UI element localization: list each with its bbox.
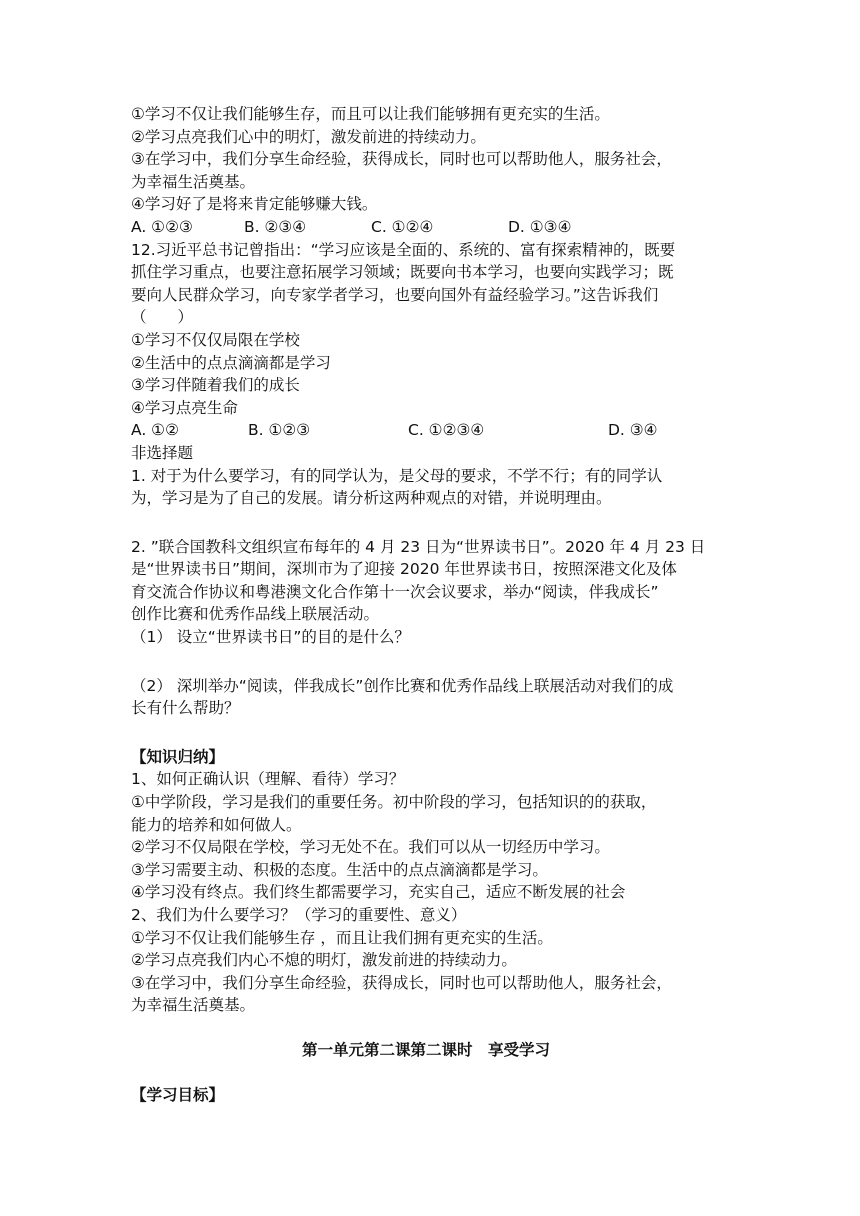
answer-space: [131, 510, 731, 536]
knowledge-s2-item-1: ①学习不仅让我们能够生存 ，而且让我们拥有更充实的生活。: [131, 928, 553, 947]
lesson-title: 第一单元第二课第二课时 享受学习: [301, 1040, 550, 1059]
q12-option-d: D. ③④: [608, 421, 658, 440]
knowledge-s2-item-2: ②学习点亮我们内心不熄的明灯，激发前进的持续动力。: [131, 951, 517, 970]
section-gap: [131, 1062, 731, 1084]
nonchoice-q1-line-2: 为，学习是为了自己的发展。请分析这两种观点的对错，并说明理由。: [131, 489, 612, 508]
knowledge-s2-item-3-cont: 为幸福生活奠基。: [131, 996, 256, 1015]
knowledge-s1-title: 1、如何正确认识（理解、看待）学习？: [131, 770, 405, 789]
knowledge-s1-item-1-cont: 能力的培养和如何做人。: [131, 815, 302, 834]
nonchoice-q2-sub2: [131, 675, 731, 720]
q12-option-b: B. ①②③: [248, 421, 311, 440]
knowledge-heading: 【知识归纳】: [131, 747, 225, 766]
nonchoice-q2-line-3: 育交流合作协议和粤港澳文化合作第十一次会议要求，举办“阅读，伴我成长”: [131, 582, 659, 601]
q12-option-c: C. ①②③④: [408, 421, 485, 440]
nonchoice-q2-sub1: （1） 设立“世界读书日”的目的是什么？: [131, 628, 410, 647]
answer-space: [131, 649, 731, 675]
q11-option-d: D. ①③④: [508, 217, 572, 236]
nonchoice-heading: 非选择题: [131, 443, 194, 462]
knowledge-s2-title: 2、我们为什么要学习？（学习的重要性、意义）: [131, 906, 467, 924]
nonchoice-q2-line-1: 2. ”联合国教科文组织宣布每年的 4 月 23 日为“世界读书日”。2020 年 4 月 23 日: [131, 537, 706, 556]
q11-item-1: ①学习不仅让我们能够生存，而且可以让我们能够拥有更充实的生活。: [131, 105, 610, 123]
q11-options: [131, 216, 731, 239]
knowledge-s2-item-3: ③在学习中，我们分享生命经验，获得成长，同时也可以帮助他人，服务社会，: [131, 973, 672, 992]
nonchoice-q2-sub2-line-2: 长有什么帮助？: [131, 699, 240, 718]
q12-items: [131, 329, 731, 419]
answer-space: [131, 720, 731, 746]
q12-option-a: A. ①②: [131, 421, 179, 440]
section-gap: [131, 1017, 731, 1039]
q11-option-b: B. ②③④: [244, 217, 307, 236]
q12-answer-blank: （ ）: [131, 308, 194, 327]
knowledge-s1-item-2: ②学习不仅局限在学校，学习无处不在。我们可以从一切经历中学习。: [131, 838, 610, 857]
q12-item-1: ①学习不仅仅局限在学校: [131, 330, 300, 349]
q11-item-3: ③在学习中，我们分享生命经验，获得成长，同时也可以帮助他人，服务社会，: [131, 150, 672, 169]
goals-heading: 【学习目标】: [131, 1085, 225, 1104]
nonchoice-q2-line-4: 创作比赛和优秀作品线上联展活动。: [131, 605, 380, 624]
document-content: [131, 103, 731, 1106]
q11-option-c: C. ①②④: [371, 217, 434, 236]
knowledge-s1-item-1: ①中学阶段，学习是我们的重要任务。初中阶段的学习，包括知识的的获取，: [131, 793, 657, 812]
q12-stem: [131, 239, 731, 329]
q11-item-4: ④学习好了是将来肯定能够赚大钱。: [131, 195, 378, 214]
q12-item-4: ④学习点亮生命: [131, 398, 238, 417]
knowledge-s1-items: [131, 791, 731, 904]
q12-item-3: ③学习伴随着我们的成长: [131, 376, 300, 395]
knowledge-s1-item-3: ③学习需要主动、积极的态度。生活中的点点滴滴都是学习。: [131, 860, 548, 879]
q11-item-3-cont: 为幸福生活奠基。: [131, 172, 256, 191]
q12-stem-line-1: 12.习近平总书记曾指出：“学习应该是全面的、系统的、富有探索精神的，既要: [131, 240, 676, 259]
knowledge-s2-items: [131, 927, 731, 1017]
q12-stem-line-3: 要向人民群众学习，向专家学者学习，也要向国外有益经验学习。”这告诉我们: [131, 285, 659, 304]
q12-item-2: ②生活中的点点滴滴都是学习: [131, 353, 331, 372]
nonchoice-q1-line-1: 1. 对于为什么要学习，有的同学认为，是父母的要求，不学不行；有的同学认: [131, 466, 663, 485]
q11-item-2: ②学习点亮我们心中的明灯，激发前进的持续动力。: [131, 127, 486, 146]
knowledge-s1-item-4: ④学习没有终点。我们终生都需要学习，充实自己，适应不断发展的社会: [131, 883, 626, 902]
nonchoice-q2-sub2-line-1: （2） 深圳举办“阅读，伴我成长”创作比赛和优秀作品线上联展活动对我们的成: [131, 676, 674, 695]
nonchoice-q1: [131, 465, 731, 510]
nonchoice-q2-line-2: 是“世界读书日”期间，深圳市为了迎接 2020 年世界读书日，按照深港文化及体: [131, 560, 677, 579]
nonchoice-q2: [131, 536, 731, 626]
q12-options: [131, 419, 731, 442]
q12-stem-line-2: 抓住学习重点，也要注意拓展学习领域；既要向书本学习，也要向实践学习；既: [131, 263, 674, 282]
q11-items: [131, 103, 731, 216]
q11-option-a: A. ①②③: [131, 217, 193, 236]
